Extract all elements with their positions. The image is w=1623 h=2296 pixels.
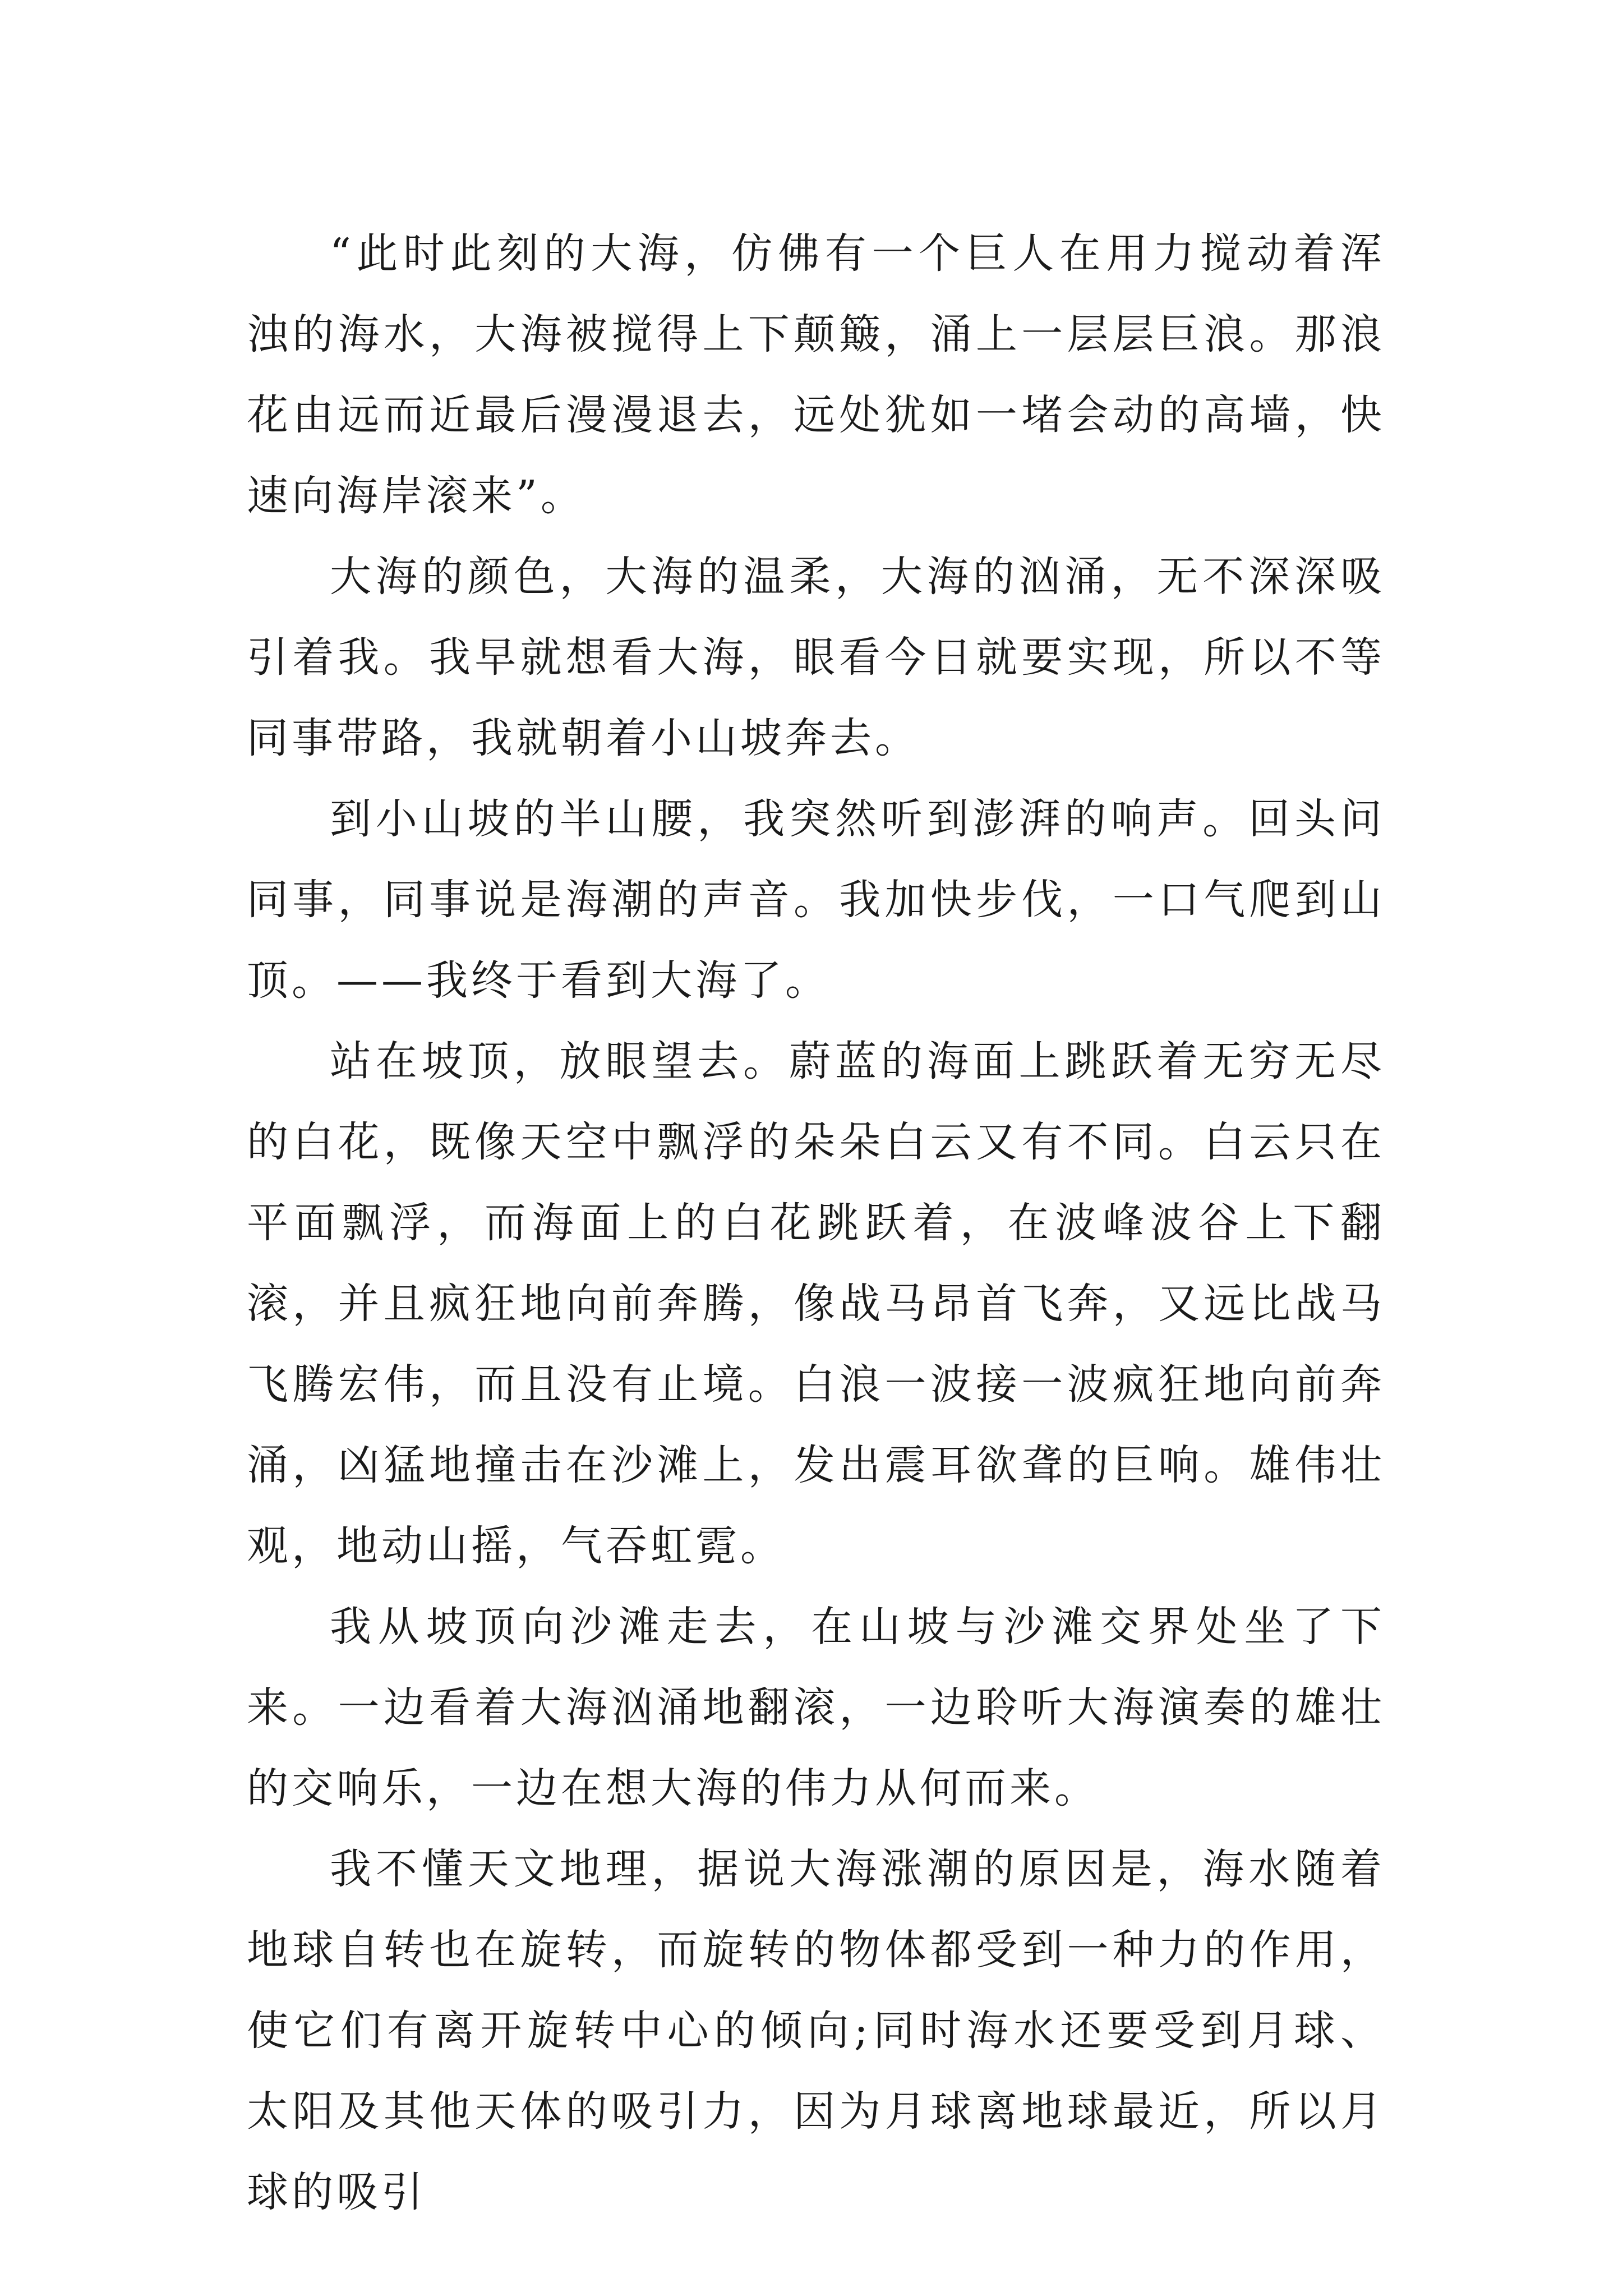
paragraph-3: 到小山坡的半山腰，我突然听到澎湃的响声。回头问同事，同事说是海潮的声音。我加快步伐，一口气爬到山顶。——我终于看到大海了。: [247, 795, 1385, 1005]
paragraph-4: 站在坡顶，放眼望去。蔚蓝的海面上跳跃着无穷无尽的白花，既像天空中飘浮的朵朵白云又有不同。白云只在平面飘浮，而海面上的白花跳跃着，在波峰波谷上下翻滚，并且疯狂地向前奔腾，像战马昂首飞奔，又远比战马飞腾宏伟，而且没有止境。白浪一波接一波疯狂地向前奔涌，凶猛地撞击在沙滩上，发出震耳欲聋的巨响。雄伟壮观，地动山摇，气吞虹霓。: [247, 1037, 1385, 1570]
paragraph-2: 大海的颜色，大海的温柔，大海的汹涌，无不深深吸引着我。我早就想看大海，眼看今日就要实现，所以不等同事带路，我就朝着小山坡奔去。: [247, 553, 1385, 762]
paragraph-6: 我不懂天文地理，据说大海涨潮的原因是，海水随着地球自转也在旋转，而旋转的物体都受到一种力的作用，使它们有离开旋转中心的倾向;同时海水还要受到月球、太阳及其他天体的吸引力，因为月球离地球最近，所以月球的吸引: [247, 1845, 1385, 2216]
document-body: [247, 213, 1385, 2233]
paragraph-1: “此时此刻的大海，仿佛有一个巨人在用力搅动着浑浊的海水，大海被搅得上下颠簸，涌上一层层巨浪。那浪花由远而近最后漫漫退去，远处犹如一堵会动的高墙，快速向海岸滚来”。: [247, 229, 1385, 520]
paragraph-5: 我从坡顶向沙滩走去，在山坡与沙滩交界处坐了下来。一边看着大海汹涌地翻滚，一边聆听大海演奏的雄壮的交响乐，一边在想大海的伟力从何而来。: [247, 1603, 1385, 1812]
